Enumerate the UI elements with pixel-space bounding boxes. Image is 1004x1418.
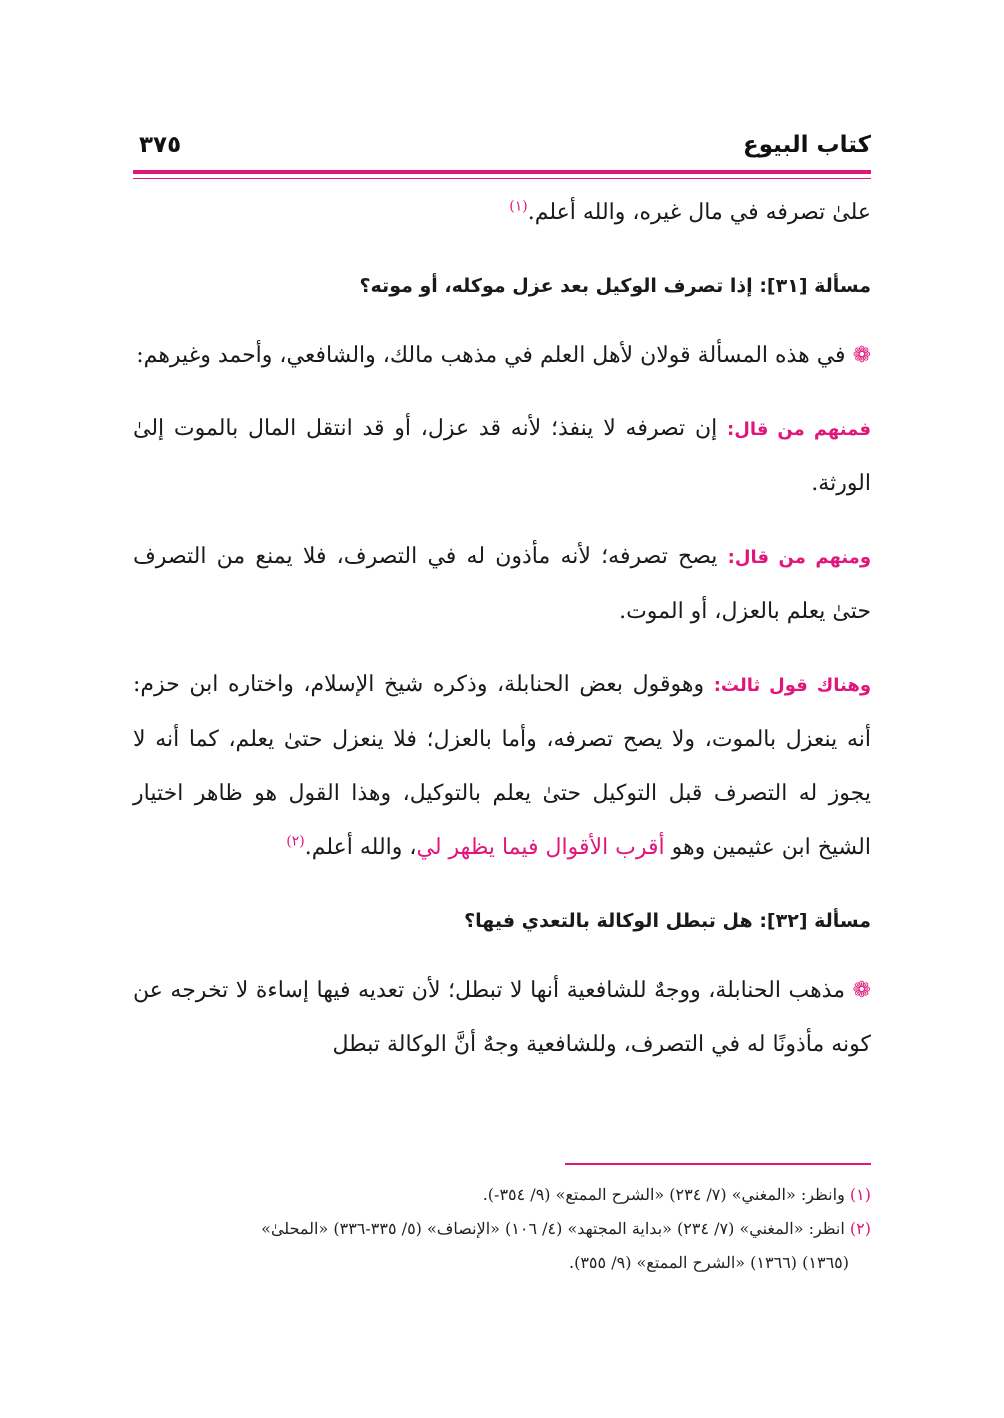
page-header (133, 128, 871, 168)
paragraph-text: علىٰ تصرفه في مال غيره، والله أعلم. (527, 200, 871, 225)
opinion-label: فمنهم من قال: (727, 419, 872, 440)
paragraph-ruling (133, 964, 871, 1072)
footnote-text: (١٣٦٥) (١٣٦٦) «الشرح الممتع» (٩/ ٣٥٥). (569, 1253, 849, 1272)
opinion-label: وهناك قول ثالث: (713, 675, 872, 696)
issue-heading-31 (133, 259, 871, 313)
paragraph-opinion-1 (133, 402, 871, 511)
issue-heading-32 (133, 894, 871, 948)
paragraph-continuation (133, 186, 871, 240)
issue-number: مسألة [٣١]: (759, 275, 871, 297)
paragraph-text: مذهب الحنابلة، ووجهٌ للشافعية أنها لا تبطل؛ لأن تعديه فيها إساءة لا تخرجه عن كونه مأذونًا له في التصرف، وللشافعية وجهٌ أنَّ الوكالة تبطل (133, 978, 871, 1057)
issue-number: مسألة [٣٢]: (759, 910, 871, 932)
page-body (133, 186, 871, 1091)
highlighted-phrase: أقرب الأقوال فيما يظهر لي (416, 835, 665, 860)
paragraph-text: يصح تصرفه؛ لأنه مأذون له في التصرف، فلا يمنع من التصرف حتىٰ يعلم بالعزل، أو الموت. (133, 544, 871, 624)
issue-title: هل تبطل الوكالة بالتعدي فيها؟ (464, 910, 753, 932)
book-title: كتاب البيوع (743, 132, 871, 158)
page-number: ٣٧٥ (139, 132, 182, 158)
flower-ornament-icon: ❁ (852, 343, 871, 368)
paragraph-end: ، والله أعلم. (304, 835, 417, 860)
footnote-text: انظر: «المغني» (٧/ ٢٣٤) «بداية المجتهد» (٤/ ١٠٦) «الإنصاف» (٥/ ٣٣٥-٣٣٦) «المحلىٰ» (261, 1219, 845, 1238)
issue-title: إذا تصرف الوكيل بعد عزل موكله، أو موته؟ (359, 275, 753, 297)
footnote-number: (٢) (849, 1219, 871, 1238)
flower-ornament-icon: ❁ (852, 978, 871, 1003)
footnote-text: وانظر: «المغني» (٧/ ٢٣٤) «الشرح الممتع» (٩/ ٣٥٤-). (482, 1185, 845, 1204)
paragraph-text: وهوقول بعض الحنابلة، وذكره شيخ الإسلام، واختاره ابن حزم: أنه ينعزل بالموت، ولا يصح تصرفه، وأما بالعزل؛ فلا ينعزل حتىٰ يعلم، كما أنه لا يجوز له التصرف قبل التوكيل حتىٰ يعلم بالتوكيل، وهذا القول هو ظاهر اختيار الشيخ ابن عثيمين وهو (133, 672, 871, 860)
footnote-number: (١) (849, 1185, 871, 1204)
footnote-ref-2[interactable]: (٢) (286, 833, 305, 850)
paragraph-opinion-3 (133, 658, 871, 875)
opinion-label: ومنهم من قال: (727, 547, 872, 568)
book-page (133, 0, 871, 1418)
paragraph-text: إن تصرفه لا ينفذ؛ لأنه قد عزل، أو قد انتقل المال بالموت إلىٰ الورثة. (133, 416, 871, 496)
footnote-separator (565, 1163, 871, 1165)
header-rule-thin (133, 178, 871, 179)
footnote-ref-1[interactable]: (١) (509, 198, 528, 215)
header-rule-thick (133, 170, 871, 174)
paragraph-opinion-2 (133, 530, 871, 639)
footnotes (133, 1178, 871, 1280)
footnote-1 (133, 1178, 871, 1212)
paragraph-text: في هذه المسألة قولان لأهل العلم في مذهب مالك، والشافعي، وأحمد وغيرهم: (136, 343, 846, 368)
footnote-2-continuation (133, 1246, 871, 1280)
footnote-2 (133, 1212, 871, 1246)
paragraph-opinions-intro (133, 329, 871, 383)
